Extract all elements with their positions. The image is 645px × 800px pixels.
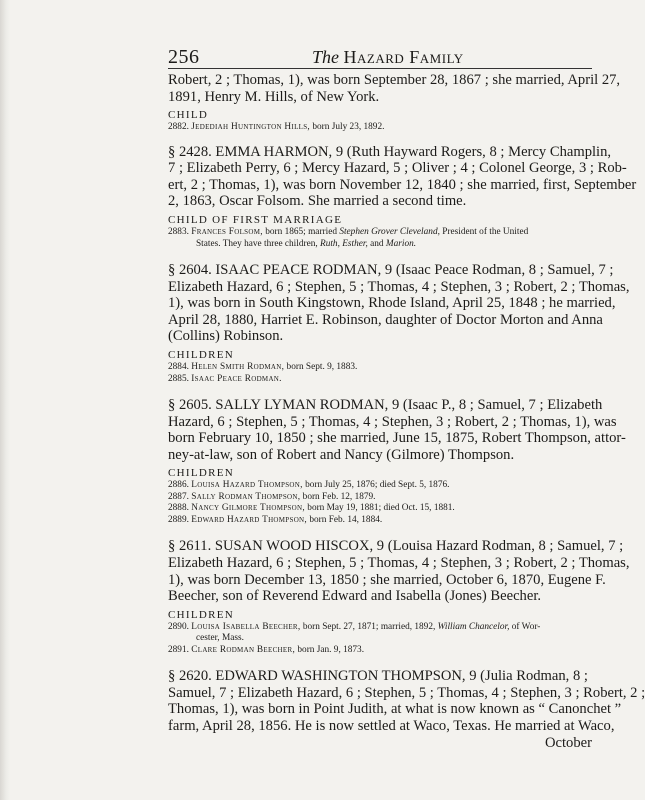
entry-italic: William Chancelor, (437, 621, 510, 632)
entry-details: born 1865; married (262, 227, 340, 238)
running-title-family: Hazard Family (343, 47, 464, 67)
section-spacer (168, 526, 592, 538)
paragraph-line: Elizabeth Hazard, 6 ; Stephen, 5 ; Thomas, 4 ; Stephen, 3 ; Robert, 2 ; Thomas, (168, 278, 630, 295)
child-name: Clare Rodman Beecher, (191, 644, 296, 655)
child-entry (168, 239, 592, 251)
intro-paragraph (168, 72, 621, 105)
child-entry (168, 503, 592, 515)
running-header (168, 46, 592, 69)
child-name: Edward Hazard Thompson, (191, 514, 308, 525)
page-edge-shadow (0, 0, 10, 800)
entry-number: 2886. (168, 480, 189, 491)
paragraph-line: Beecher, son of Reverend Edward and Isabella (Jones) Beecher. (168, 588, 542, 605)
entry-italic: Marion. (385, 238, 417, 249)
children-heading-row (168, 108, 592, 122)
paragraph-line: ney-at-law, son of Robert and Nancy (Gilmore) Thompson. (168, 446, 515, 463)
paragraph-line: born February 10, 1850 ; she married, June 15, 1875, Robert Thompson, attor- (168, 430, 626, 447)
entry-continuation: States. They have three children, (196, 238, 321, 249)
genealogy-paragraph (168, 668, 645, 735)
paragraph-line: 2, 1863, Oscar Folsom. She married a second time. (168, 193, 467, 210)
paragraph-line: Robert, 2 ; Thomas, 1), was born September 28, 1867 ; she married, April 27, (168, 72, 621, 88)
child-name: Louisa Isabella Beecher, (191, 621, 301, 632)
entry-details: born May 19, 1881; died Oct. 15, 1881. (304, 503, 455, 514)
paragraph-line: Elizabeth Hazard, 6 ; Stephen, 5 ; Thomas, 4 ; Stephen, 3 ; Robert, 2 ; Thomas, (168, 555, 630, 571)
section-spacer (168, 250, 592, 262)
child-name: Frances Folsom, (191, 227, 263, 238)
paragraph-line: 7 ; Elizabeth Perry, 6 ; Mercy Hazard, 5 ; Oliver ; 4 ; Colonel George, 3 ; Rob- (168, 160, 627, 177)
paragraph-line: (Collins) Robinson. (168, 328, 284, 345)
entry-details: born Feb. 14, 1884. (307, 514, 383, 525)
paragraph-line: § 2611. SUSAN WOOD HISCOX, 9 (Louisa Hazard Rodman, 8 ; Samuel, 7 ; (168, 538, 624, 555)
genealogy-paragraph (168, 397, 626, 463)
children-heading-row (168, 213, 592, 227)
entry-number: 2889. (168, 514, 189, 525)
entry-details: of Wor- (509, 621, 541, 632)
catchword: October (544, 735, 592, 751)
child-name: Jedediah Huntington Hills, (191, 122, 311, 133)
children-heading: CHILD (168, 109, 209, 122)
section-spacer (168, 385, 592, 397)
paragraph-line: § 2428. EMMA HARMON, 9 (Ruth Hayward Rogers, 8 ; Mercy Champlin, (168, 143, 612, 160)
section-spacer (168, 656, 592, 668)
paragraph-line: § 2605. SALLY LYMAN RODMAN, 9 (Isaac P., 8 ; Samuel, 7 ; Elizabeth (168, 397, 603, 414)
entry-number: 2883. (168, 227, 189, 238)
paragraph-line: 1891, Henry M. Hills, of New York. (168, 88, 380, 105)
genealogy-paragraph (168, 262, 630, 345)
child-entry (168, 227, 592, 239)
child-entry (168, 374, 592, 386)
paragraph-line: Thomas, 1), was born in Point Judith, at what is now known as “ Canonchet ” (168, 701, 622, 718)
child-name: Isaac Peace Rodman. (191, 373, 282, 384)
child-entry (168, 622, 592, 634)
entry-number: 2885. (168, 373, 189, 384)
entry-continuation: cester, Mass. (196, 633, 244, 644)
child-name: Sally Rodman Thompson, (191, 491, 301, 502)
children-heading: CHILDREN (168, 467, 235, 480)
child-entry (168, 633, 592, 645)
entry-italic: Stephen Grover Cleveland, (339, 227, 440, 238)
paragraph-line: 1), was born in South Kingstown, Rhode Island, April 25, 1848 ; he married, (168, 295, 616, 312)
paragraph-line: Samuel, 7 ; Elizabeth Hazard, 6 ; Stephen, 5 ; Thomas, 4 ; Stephen, 3 ; Robert, 2 ; (168, 684, 645, 701)
paragraph-line: § 2604. ISAAC PEACE RODMAN, 9 (Isaac Peace Rodman, 8 ; Samuel, 7 ; (168, 262, 614, 279)
entry-details: born Feb. 12, 1879. (300, 491, 376, 502)
running-title-the: The (312, 47, 339, 67)
entry-details: born July 23, 1892. (310, 122, 385, 133)
children-heading-row (168, 608, 592, 622)
entry-italic: Ruth, Esther, (320, 238, 368, 249)
children-heading: CHILD OF FIRST MARRIAGE (168, 214, 343, 227)
genealogy-paragraph (168, 143, 637, 210)
child-name: Nancy Gilmore Thompson, (191, 503, 305, 514)
children-heading: CHILDREN (168, 608, 235, 621)
children-heading-row (168, 466, 592, 480)
entry-details: born Sept. 27, 1871; married, 1892, (300, 621, 438, 632)
entry-number: 2888. (168, 503, 189, 514)
entry-number: 2887. (168, 491, 189, 502)
section-spacer (168, 134, 592, 144)
genealogy-paragraph (168, 538, 630, 605)
paragraph-line: April 28, 1880, Harriet E. Robinson, daughter of Doctor Morton and Anna (168, 311, 603, 328)
child-entry (168, 122, 592, 134)
child-entry (168, 362, 592, 374)
paragraph-line: farm, April 28, 1856. He is now settled at Waco, Texas. He married at Waco, (168, 718, 615, 735)
entry-details: born Jan. 9, 1873. (295, 644, 365, 655)
entry-details: President of the United (439, 227, 529, 238)
children-heading: CHILDREN (168, 349, 235, 362)
entry-number: 2884. (168, 362, 189, 373)
page-number: 256 (168, 46, 200, 68)
paragraph-line: 1), was born December 13, 1850 ; she married, October 6, 1870, Eugene F. (168, 571, 606, 588)
entry-details: and (367, 238, 386, 249)
entry-number: 2891. (168, 644, 189, 655)
paragraph-line: Hazard, 6 ; Stephen, 5 ; Thomas, 4 ; Stephen, 3 ; Robert, 2 ; Thomas, 1), was (168, 413, 617, 430)
entry-number: 2882. (168, 122, 189, 133)
entry-details: born Sept. 9, 1883. (284, 362, 358, 373)
paragraph-line: § 2620. EDWARD WASHINGTON THOMPSON, 9 (Julia Rodman, 8 ; (168, 668, 588, 685)
child-entry (168, 515, 592, 527)
child-entry (168, 480, 592, 492)
child-entry (168, 492, 592, 504)
child-name: Louisa Hazard Thompson, (191, 480, 303, 491)
entry-details: born July 25, 1876; died Sept. 5, 1876. (302, 480, 450, 491)
children-heading-row (168, 348, 592, 362)
child-entry (168, 645, 592, 657)
page-body (168, 72, 645, 747)
running-title (312, 47, 464, 68)
paragraph-line: ert, 2 ; Thomas, 1), was born November 12, 1840 ; she married, first, September (168, 176, 637, 193)
child-name: Helen Smith Rodman, (191, 362, 285, 373)
entry-number: 2890. (168, 621, 189, 632)
